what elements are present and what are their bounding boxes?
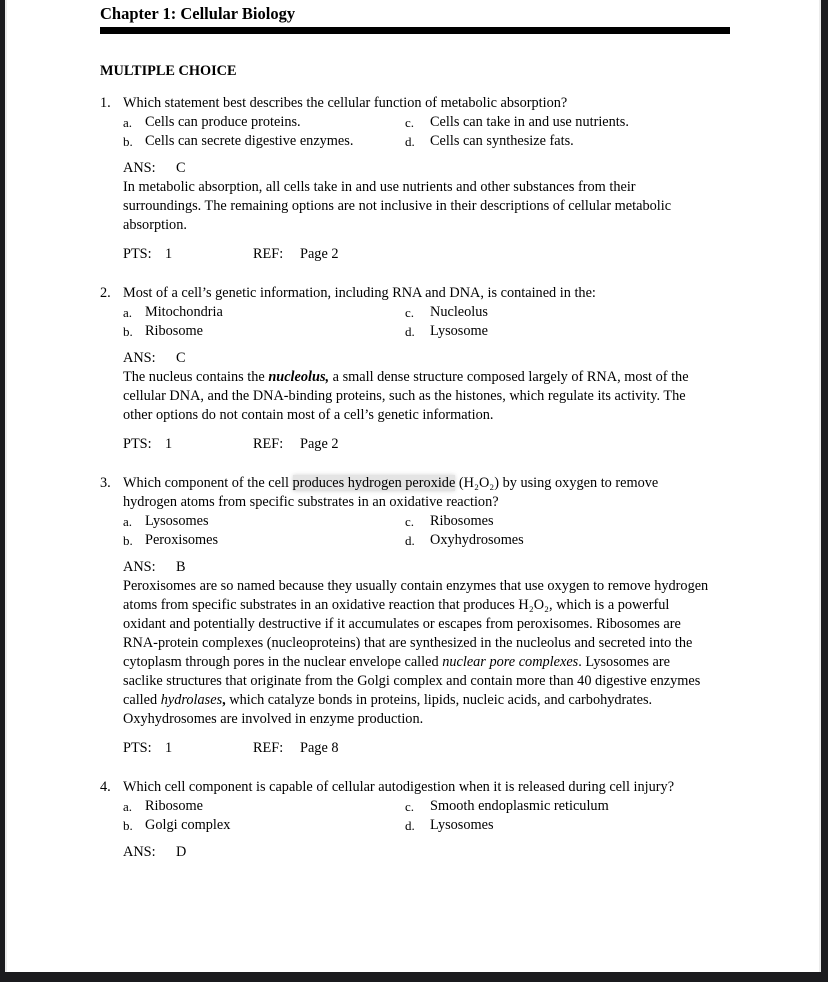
question-block — [100, 474, 730, 758]
text-run: (H₂O₂) by using oxygen to remove hydrogen atoms from specific substrates in an oxidative reaction? — [123, 475, 659, 510]
option-letter: d. — [405, 818, 415, 833]
option-text: Lysosome — [430, 323, 488, 339]
option-text: Lysosomes — [145, 513, 209, 529]
option-letter: a. — [123, 115, 133, 130]
question-block — [100, 284, 730, 454]
option-text: Ribosome — [145, 798, 203, 814]
ref-value: Page 2 — [300, 436, 339, 452]
question-stem — [123, 474, 711, 512]
rationale-text — [123, 178, 711, 235]
text-run: Peroxisomes are so named because they usually contain enzymes that use oxygen to remove hydrogen atoms from specific substrates in an oxidative reaction that produces H₂O₂, which is a powerful oxidant and potentially destructive if it accumulates or escapes from peroxisomes. Ribosomes are RNA-protein complexes (nucleoproteins) that are synthesized in the nucleolus and secreted into the cytoplasm through pores in the nuclear envelope called — [123, 578, 709, 670]
pts-value: 1 — [165, 436, 173, 452]
answer-value: C — [176, 160, 186, 176]
options-grid — [123, 797, 711, 835]
text-run: Which statement best describes the cellular function of metabolic absorption? — [123, 95, 568, 111]
answer-value: D — [176, 844, 187, 860]
answer-label: ANS: — [123, 350, 156, 366]
question-number: 4. — [100, 779, 111, 795]
page-title: Chapter 1: Cellular Biology — [100, 4, 296, 23]
option-text: Oxyhydrosomes — [430, 532, 524, 548]
option-text: Ribosomes — [430, 513, 494, 529]
answer-row — [123, 558, 711, 577]
pts-label: PTS: — [123, 436, 152, 452]
pts-label: PTS: — [123, 246, 152, 262]
text-run: hydrolases — [160, 692, 223, 708]
pts-ref-row — [123, 739, 711, 758]
text-run: Which cell component is capable of cellular autodigestion when it is released during cell injury? — [123, 779, 675, 795]
options-grid — [123, 512, 711, 550]
option-letter: d. — [405, 134, 415, 149]
answer-label: ANS: — [123, 559, 156, 575]
option-letter: a. — [123, 305, 133, 320]
option-text: Cells can synthesize fats. — [430, 133, 574, 149]
option-text: Mitochondria — [145, 304, 223, 320]
option-text: Cells can secrete digestive enzymes. — [145, 133, 354, 149]
answer-row — [123, 843, 711, 862]
answer-row — [123, 349, 711, 368]
option-letter: c. — [405, 799, 415, 814]
ref-label: REF: — [253, 740, 284, 756]
question-block — [100, 778, 730, 862]
text-run: nuclear pore complexes — [442, 654, 579, 670]
rationale-text — [123, 577, 711, 729]
question-stem — [123, 778, 711, 797]
option-text: Cells can take in and use nutrients. — [430, 114, 629, 130]
option-text: Ribosome — [145, 323, 203, 339]
viewer-edge-left — [0, 0, 7, 982]
viewer-edge-right — [819, 0, 828, 982]
option-text: Lysosomes — [430, 817, 494, 833]
question-body — [123, 474, 711, 758]
answer-label: ANS: — [123, 844, 156, 860]
question-body — [123, 284, 711, 454]
question-block — [100, 94, 730, 264]
ref-label: REF: — [253, 436, 284, 452]
option-text: Cells can produce proteins. — [145, 114, 301, 130]
option-letter: b. — [123, 818, 133, 833]
option-text: Nucleolus — [430, 304, 488, 320]
question-body — [123, 778, 711, 862]
option-letter: d. — [405, 533, 415, 548]
question-stem — [123, 94, 711, 113]
text-run: , — [222, 692, 226, 708]
highlighted-text-run: produces hydrogen peroxide — [292, 475, 456, 491]
option-letter: c. — [405, 305, 415, 320]
ref-label: REF: — [253, 246, 284, 262]
text-run: a small dense structure composed largely of RNA, most of the cellular DNA, and the DNA-binding proteins, such as the histones, which regulate its activity. The other options do not contain most of a cell’s genetic information. — [123, 369, 689, 423]
viewer-edge-bottom — [0, 972, 828, 982]
pts-ref-row — [123, 245, 711, 264]
pts-ref-row — [123, 435, 711, 454]
answer-label: ANS: — [123, 160, 156, 176]
text-run: In metabolic absorption, all cells take in and use nutrients and other substances from their surroundings. The remaining options are not inclusive in their descriptions of cellular metabolic absorption. — [123, 179, 672, 233]
option-letter: a. — [123, 799, 133, 814]
text-run: Which component of the cell — [123, 475, 293, 491]
answer-row — [123, 159, 711, 178]
text-run: The nucleus contains the — [123, 369, 269, 385]
text-run: nucleolus, — [268, 369, 330, 385]
pts-label: PTS: — [123, 740, 152, 756]
ref-value: Page 2 — [300, 246, 339, 262]
options-grid — [123, 113, 711, 151]
text-run: which catalyze bonds in proteins, lipids, nucleic acids, and carbohydrates. Oxyhydrosomes are involved in enzyme production. — [123, 692, 653, 727]
option-letter: b. — [123, 324, 133, 339]
option-letter: c. — [405, 514, 415, 529]
section-heading: MULTIPLE CHOICE — [100, 63, 237, 79]
question-number: 1. — [100, 95, 111, 111]
answer-value: C — [176, 350, 186, 366]
text-run: Most of a cell’s genetic information, including RNA and DNA, is contained in the: — [123, 285, 596, 301]
text-run: . Lysosomes are saclike structures that originate from the Golgi complex and contain more than 40 digestive enzymes called — [123, 654, 701, 708]
option-letter: c. — [405, 115, 415, 130]
question-number: 2. — [100, 285, 111, 301]
option-text: Golgi complex — [145, 817, 231, 833]
question-stem — [123, 284, 711, 303]
pts-value: 1 — [165, 246, 173, 262]
pts-value: 1 — [165, 740, 173, 756]
option-letter: a. — [123, 514, 133, 529]
title-rule — [100, 27, 730, 34]
ref-value: Page 8 — [300, 740, 339, 756]
question-body — [123, 94, 711, 264]
questions-list — [100, 94, 730, 862]
option-letter: d. — [405, 324, 415, 339]
option-text: Smooth endoplasmic reticulum — [430, 798, 609, 814]
options-grid — [123, 303, 711, 341]
option-letter: b. — [123, 533, 133, 548]
rationale-text — [123, 368, 711, 425]
option-text: Peroxisomes — [145, 532, 219, 548]
answer-value: B — [176, 559, 186, 575]
option-letter: b. — [123, 134, 133, 149]
question-number: 3. — [100, 475, 111, 491]
